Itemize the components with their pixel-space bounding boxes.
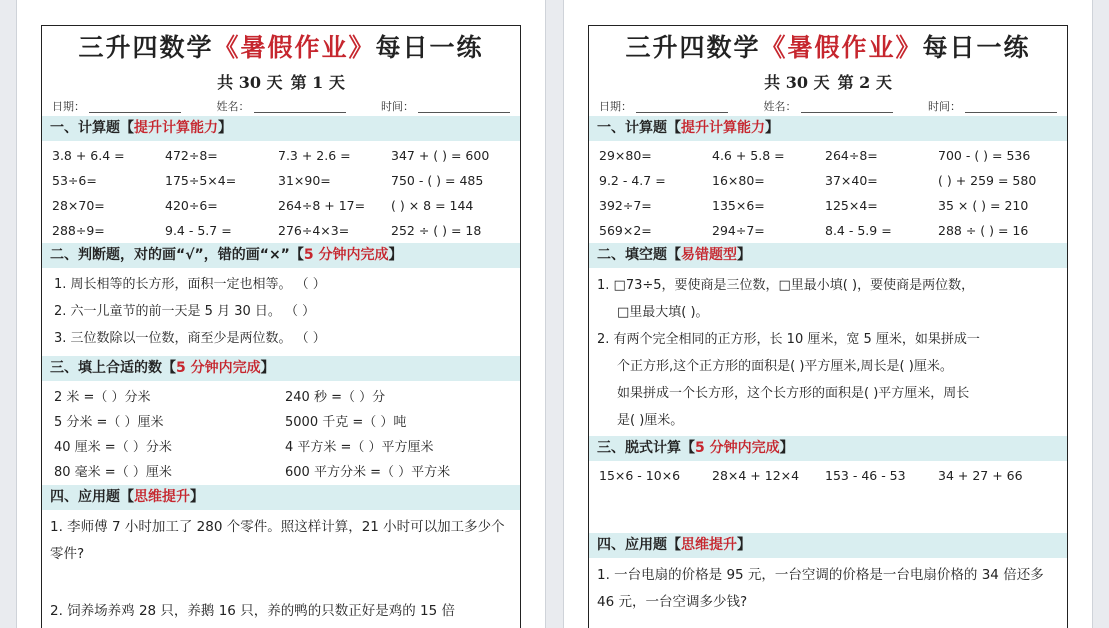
- name-field[interactable]: 姓名：: [764, 98, 893, 114]
- application-problem: 1. 李师傅 7 小时加工了 280 个零件。照这样计算，21 小时可以加工多少个零件?: [50, 519, 505, 562]
- judge-list: [42, 268, 520, 352]
- calc-item: 7.3 + 2.6 =: [278, 148, 351, 163]
- info-row: [42, 96, 520, 116]
- calc-row: [599, 143, 1067, 168]
- judge-item: 2. 六一儿童节的前一天是 5 月 30 日。 （ ）: [54, 304, 316, 319]
- fill-item: 40 厘米 =（ ）分米: [54, 440, 172, 455]
- calc-item: 29×80=: [599, 148, 652, 163]
- calc-item: 264÷8=: [825, 148, 878, 163]
- fill-problem-cont: □里最大填( )。: [617, 305, 709, 320]
- calc-row: [52, 193, 520, 218]
- calc-row: [52, 168, 520, 193]
- fill-problem: 2. 有两个完全相同的正方形，长 10 厘米，宽 5 厘米，如果拼成一: [597, 332, 980, 347]
- fill-problem-cont: 是( )厘米。: [617, 413, 684, 428]
- calc-item: 9.4 - 5.7 =: [165, 223, 232, 238]
- calc-item: 252 ÷ ( ) = 18: [391, 223, 482, 238]
- expr-item: 34 + 27 + 66: [938, 468, 1023, 483]
- application-problem: 1. 一台电扇的价格是 95 元，一台空调的价格是一台电扇价格的 34 倍还多 46 元，一台空调多少钱?: [597, 567, 1044, 610]
- expr-item: 153 - 46 - 53: [825, 468, 906, 483]
- application-problem: 2. 饲养场养鸡 28 只，养鹅 16 只，养的鸭的只数正好是鸡的 15 倍: [50, 603, 455, 619]
- calc-item: 264÷8 + 17=: [278, 198, 366, 213]
- page-title: 三升四数学《暑假作业》每日一练: [78, 33, 484, 62]
- calc-item: 750 - ( ) = 485: [391, 173, 484, 188]
- section-header-calc: 一、计算题【提升计算能力】: [589, 116, 1067, 141]
- date-field[interactable]: 日期：: [52, 98, 181, 114]
- fill-item: 600 平方分米 =（ ）平方米: [285, 465, 451, 480]
- fill-item: 240 秒 =（ ）分: [285, 390, 386, 405]
- calc-item: ( ) + 259 = 580: [938, 173, 1037, 188]
- fill-row: [54, 458, 520, 483]
- fill-problem-cont: 个正方形,这个正方形的面积是( )平方厘米,周长是( )厘米。: [617, 359, 953, 374]
- calc-item: 4.6 + 5.8 =: [712, 148, 785, 163]
- calc-row: [599, 168, 1067, 193]
- time-field[interactable]: 时间：: [381, 98, 510, 114]
- calc-item: 35 × ( ) = 210: [938, 198, 1029, 213]
- calc-item: 9.2 - 4.7 =: [599, 173, 666, 188]
- fill-row: [54, 433, 520, 458]
- judge-item: 1. 周长相等的长方形，面积一定也相等。 （ ）: [54, 277, 326, 292]
- judge-item: 3. 三位数除以一位数，商至少是两位数。 （ ）: [54, 331, 326, 346]
- application-problems: [42, 510, 520, 625]
- section-header-expr: 三、脱式计算【5 分钟内完成】: [589, 436, 1067, 461]
- fill-row: [54, 383, 520, 408]
- calc-item: 347 + ( ) = 600: [391, 148, 490, 163]
- calc-item: 31×90=: [278, 173, 331, 188]
- fill-item: 2 米 =（ ）分米: [54, 390, 151, 405]
- time-field[interactable]: 时间：: [928, 98, 1057, 114]
- expr-row: [599, 463, 1067, 488]
- calc-item: 28×70=: [52, 198, 105, 213]
- calc-item: 276÷4×3=: [278, 223, 350, 238]
- calc-item: 3.8 + 6.4 =: [52, 148, 125, 163]
- expr-item: 15×6 - 10×6: [599, 468, 681, 483]
- calc-item: 472÷8=: [165, 148, 218, 163]
- calc-row: [599, 218, 1067, 243]
- calc-item: 700 - ( ) = 536: [938, 148, 1031, 163]
- fill-problem: 1. □73÷5，要使商是三位数，□里最小填( )，要使商是两位数，: [597, 278, 975, 293]
- worksheet-page-1: [16, 0, 546, 628]
- page-title: 三升四数学《暑假作业》每日一练: [625, 33, 1031, 62]
- section-header-fill: 三、填上合适的数【5 分钟内完成】: [42, 356, 520, 381]
- fill-item: 5 分米 =（ ）厘米: [54, 415, 164, 430]
- application-problems: [589, 558, 1067, 616]
- fill-item: 80 毫米 =（ ）厘米: [54, 465, 172, 480]
- fill-row: [54, 408, 520, 433]
- info-row: [589, 96, 1067, 116]
- calc-item: 8.4 - 5.9 =: [825, 223, 892, 238]
- calc-grid: [42, 141, 520, 243]
- day-counter: 共 30 天 第 1 天: [217, 73, 345, 92]
- calc-item: 135×6=: [712, 198, 765, 213]
- section-header-fill: 二、填空题【易错题型】: [589, 243, 1067, 268]
- calc-item: 16×80=: [712, 173, 765, 188]
- calc-item: 288÷9=: [52, 223, 105, 238]
- calc-row: [599, 193, 1067, 218]
- expr-grid: [589, 461, 1067, 533]
- calc-item: 53÷6=: [52, 173, 97, 188]
- calc-item: 569×2=: [599, 223, 652, 238]
- calc-grid: [589, 141, 1067, 243]
- date-field[interactable]: 日期：: [599, 98, 728, 114]
- name-field[interactable]: 姓名：: [217, 98, 346, 114]
- calc-item: 420÷6=: [165, 198, 218, 213]
- calc-item: 37×40=: [825, 173, 878, 188]
- section-header-application: 四、应用题【思维提升】: [42, 485, 520, 510]
- calc-item: 288 ÷ ( ) = 16: [938, 223, 1029, 238]
- day-counter: 共 30 天 第 2 天: [764, 73, 892, 92]
- calc-item: 125×4=: [825, 198, 878, 213]
- worksheet-frame: [41, 25, 521, 628]
- calc-item: 175÷5×4=: [165, 173, 237, 188]
- fill-problem-cont: 如果拼成一个长方形，这个长方形的面积是( )平方厘米，周长: [617, 386, 970, 401]
- expr-item: 28×4 + 12×4: [712, 468, 800, 483]
- calc-item: 392÷7=: [599, 198, 652, 213]
- calc-row: [52, 218, 520, 243]
- worksheet-page-2: [563, 0, 1093, 628]
- section-header-judge: 二、判断题，对的画“√”，错的画“×”【5 分钟内完成】: [42, 243, 520, 268]
- worksheet-frame: [588, 25, 1068, 628]
- calc-item: 294÷7=: [712, 223, 765, 238]
- section-header-application: 四、应用题【思维提升】: [589, 533, 1067, 558]
- calc-item: ( ) × 8 = 144: [391, 198, 474, 213]
- fill-item: 4 平方米 =（ ）平方厘米: [285, 440, 434, 455]
- calc-row: [52, 143, 520, 168]
- fill-grid: [42, 381, 520, 483]
- fill-item: 5000 千克 =（ ）吨: [285, 415, 407, 430]
- fill-problems: [589, 268, 1067, 434]
- section-header-calc: 一、计算题【提升计算能力】: [42, 116, 520, 141]
